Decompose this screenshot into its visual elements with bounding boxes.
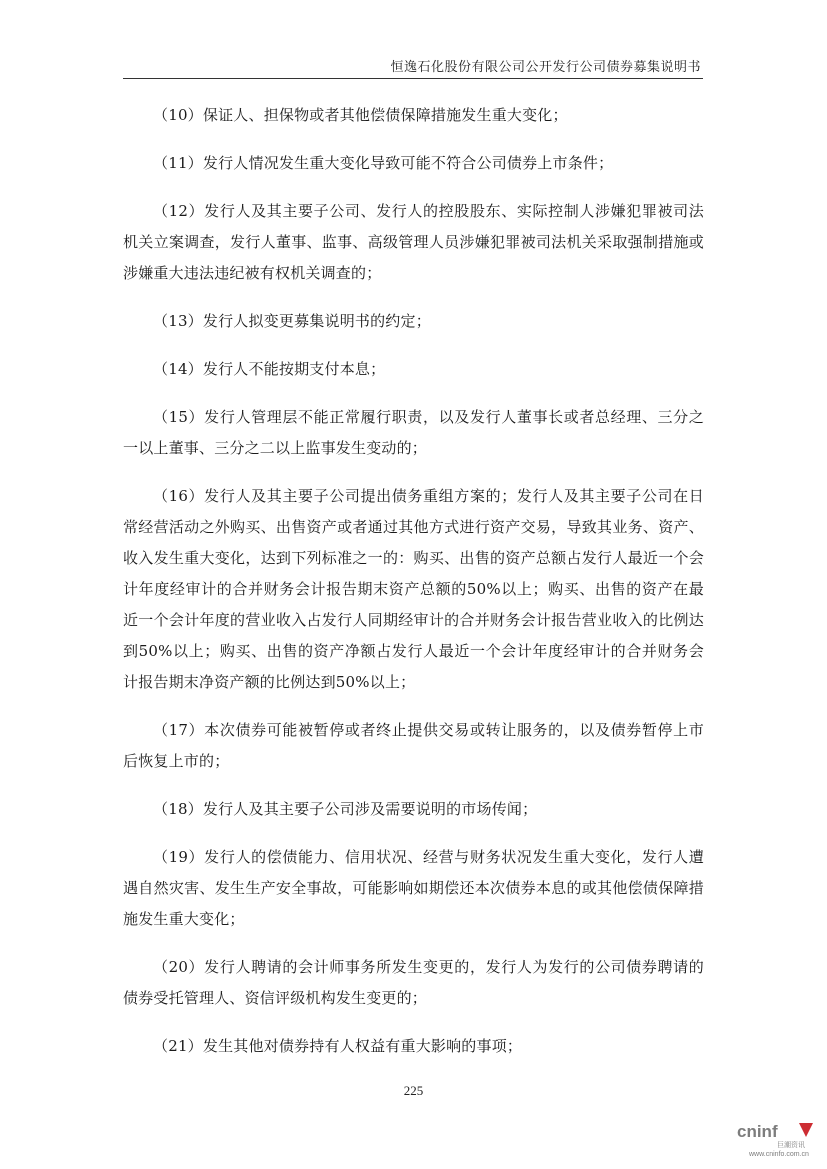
svg-text:www.cninfo.com.cn: www.cninfo.com.cn <box>749 1151 809 1158</box>
svg-text:cninf: cninf <box>737 1122 778 1141</box>
paragraph-item-13: （13）发行人拟变更募集说明书的约定； <box>153 312 431 330</box>
document-title: 恒逸石化股份有限公司公开发行公司债券募集说明书 <box>390 60 701 75</box>
paragraph-item-14: （14）发行人不能按期支付本息； <box>153 360 386 378</box>
paragraph-item-20: （20）发行人聘请的会计师事务所发生变更的，发行人为发行的公司债券聘请的债券受托管理人、资信评级机构发生变更的； <box>123 958 704 1007</box>
document-body <box>123 100 704 1079</box>
paragraph-item-17: （17）本次债券可能被暂停或者终止提供交易或转让服务的，以及债券暂停上市后恢复上市的； <box>123 721 704 770</box>
cninfo-logo <box>737 1119 817 1159</box>
paragraph-item-18: （18）发行人及其主要子公司涉及需要说明的市场传闻； <box>153 800 538 818</box>
svg-text:巨潮资讯: 巨潮资讯 <box>777 1141 805 1149</box>
page-header <box>123 52 703 79</box>
paragraph-item-15: （15）发行人管理层不能正常履行职责，以及发行人董事长或者总经理、三分之一以上董事、三分之二以上监事发生变动的； <box>123 408 704 457</box>
cninfo-logo-icon <box>737 1119 817 1159</box>
paragraph-item-10: （10）保证人、担保物或者其他偿债保障措施发生重大变化； <box>153 106 568 124</box>
paragraph-item-11: （11）发行人情况发生重大变化导致可能不符合公司债券上市条件； <box>153 154 614 172</box>
page-number: 225 <box>403 1083 424 1098</box>
paragraph-item-19: （19）发行人的偿债能力、信用状况、经营与财务状况发生重大变化，发行人遭遇自然灾害、发生生产安全事故，可能影响如期偿还本次债券本息的或其他偿债保障措施发生重大变化； <box>123 848 704 928</box>
paragraph-item-12: （12）发行人及其主要子公司、发行人的控股股东、实际控制人涉嫌犯罪被司法机关立案调查，发行人董事、监事、高级管理人员涉嫌犯罪被司法机关采取强制措施或涉嫌重大违法违纪被有权机关调查的； <box>123 202 704 282</box>
paragraph-item-21: （21）发生其他对债券持有人权益有重大影响的事项； <box>153 1037 523 1055</box>
paragraph-item-16: （16）发行人及其主要子公司提出债务重组方案的；发行人及其主要子公司在日常经营活动之外购买、出售资产或者通过其他方式进行资产交易，导致其业务、资产、收入发生重大变化，达到下列标准之一的：购买、出售的资产总额占发行人最近一个会计年度经审计的合并财务会计报告期末资产总额的50%以上；购买、出售的资产在最近一个会计年度的营业收入占发行人同期经审计的合并财务会计报告营业收入的比例达到50%以上；购买、出售的资产净额占发行人最近一个会计年度经审计的合并财务会计报告期末净资产额的比例达到50%以上； <box>123 487 704 691</box>
